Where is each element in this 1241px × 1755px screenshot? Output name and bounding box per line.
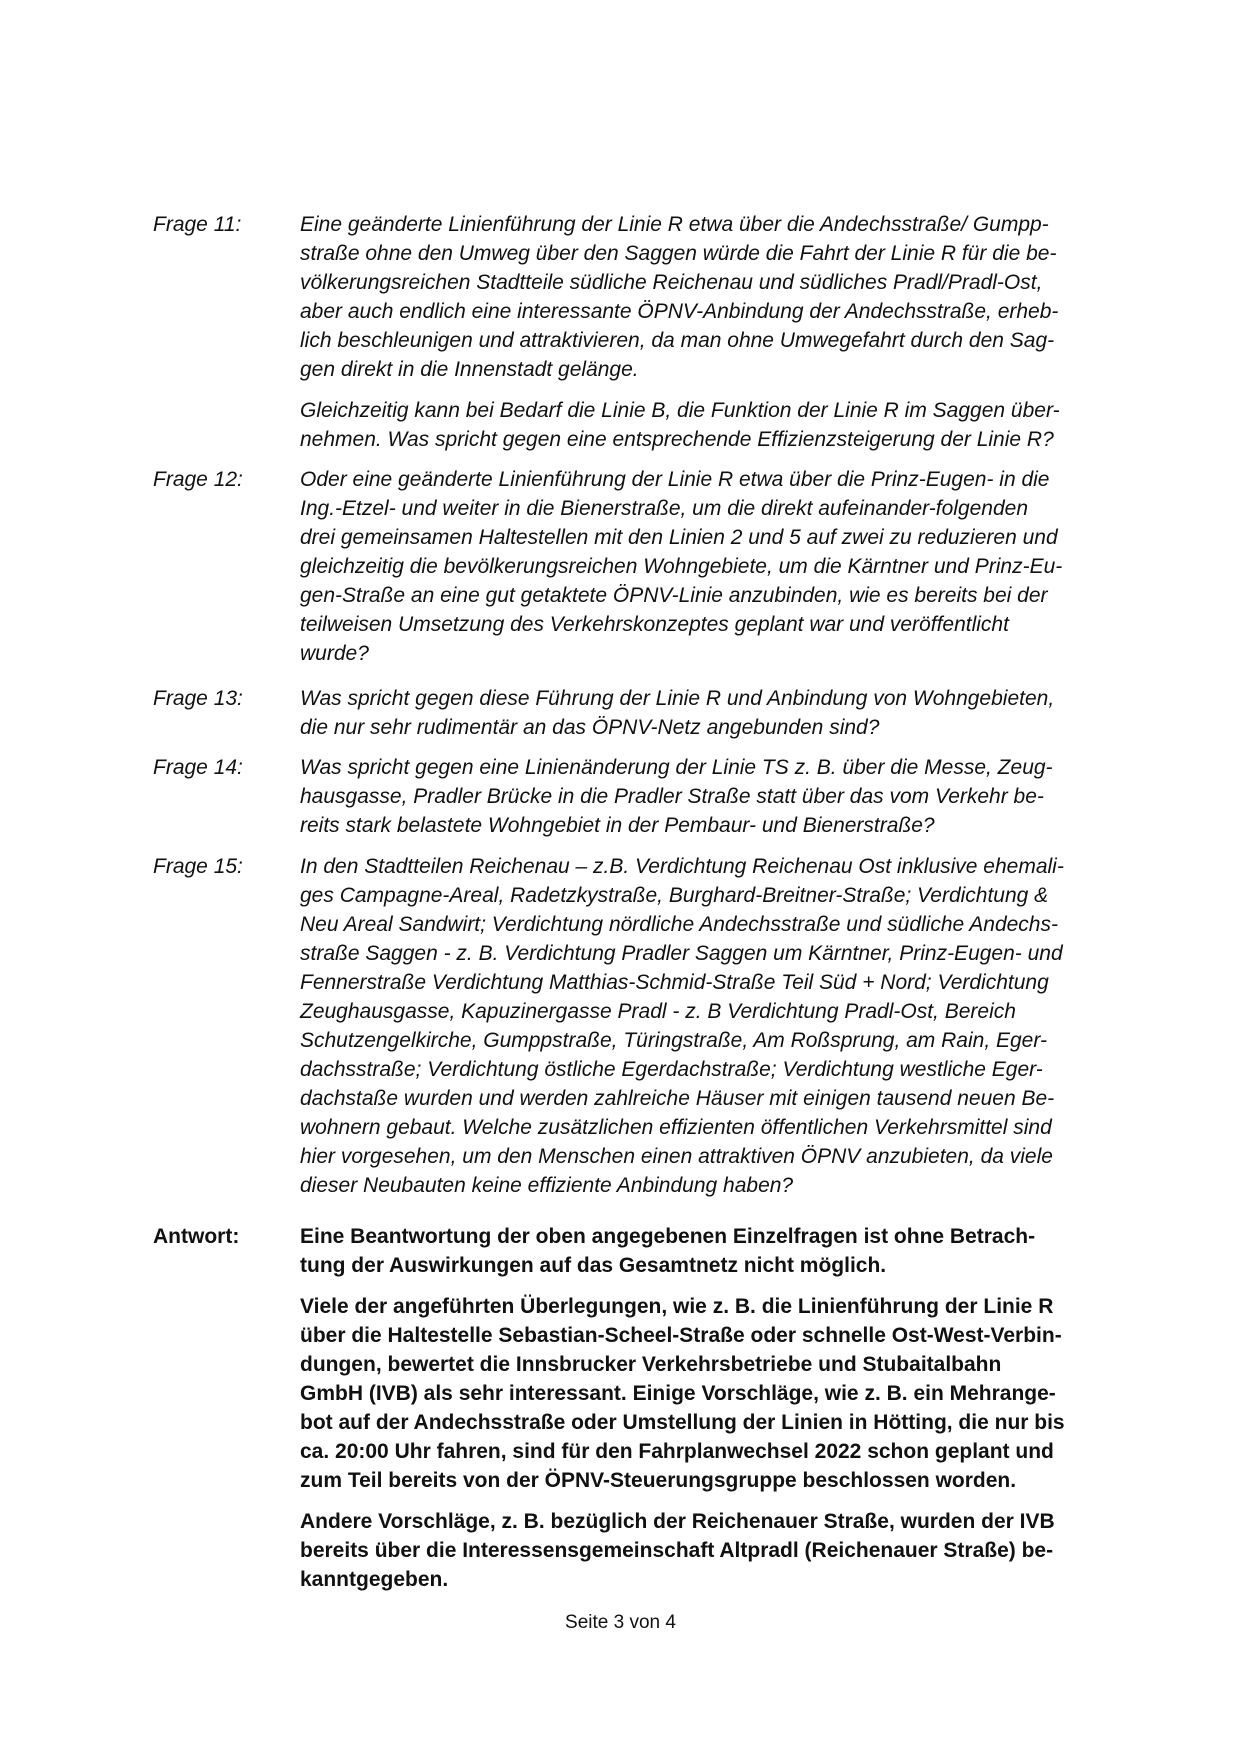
text-line: dachstaße wurden und werden zahlreiche Häuser mit einigen tausend neuen Be- xyxy=(300,1087,1055,1110)
paragraph xyxy=(300,210,1160,384)
text-line: In den Stadtteilen Reichenau – z.B. Verdichtung Reichenau Ost inklusive ehemali- xyxy=(300,855,1064,878)
question-body xyxy=(300,684,1160,754)
answer-label: Antwort: xyxy=(153,1225,240,1248)
text-line: Oder eine geänderte Linienführung der Linie R etwa über die Prinz-Eugen- in die xyxy=(300,468,1050,491)
text-line: die nur sehr rudimentär an das ÖPNV-Netz angebunden sind? xyxy=(300,716,880,739)
text-line: Gleichzeitig kann bei Bedarf die Linie B, die Funktion der Linie R im Saggen über- xyxy=(300,399,1060,422)
text-line: lich beschleunigen und attraktivieren, da man ohne Umwegefahrt durch den Sag- xyxy=(300,329,1055,352)
text-line: Neu Areal Sandwirt; Verdichtung nördliche Andechsstraße und südliche Andechs- xyxy=(300,913,1058,936)
text-line: Andere Vorschläge, z. B. bezüglich der Reichenauer Straße, wurden der IVB xyxy=(300,1510,1055,1533)
question-body xyxy=(300,465,1160,680)
text-line: straße ohne den Umweg über den Saggen würde die Fahrt der Linie R für die be- xyxy=(300,242,1057,265)
text-line: bot auf der Andechsstraße oder Umstellung der Linien in Hötting, die nur bis xyxy=(300,1411,1065,1434)
text-line: dieser Neubauten keine effiziente Anbindung haben? xyxy=(300,1174,794,1197)
text-line: ges Campagne-Areal, Radetzkystraße, Burghard-Breitner-Straße; Verdichtung & xyxy=(300,884,1049,907)
text-line: teilweisen Umsetzung des Verkehrskonzeptes geplant war und veröffentlicht xyxy=(300,613,1009,636)
text-line: Was spricht gegen diese Führung der Linie R und Anbindung von Wohngebieten, xyxy=(300,687,1055,710)
text-line: reits stark belastete Wohngebiet in der Pembaur- und Bienerstraße? xyxy=(300,814,935,837)
text-line: aber auch endlich eine interessante ÖPNV-Anbindung der Andechsstraße, erheb- xyxy=(300,300,1059,323)
text-line: völkerungsreichen Stadtteile südliche Reichenau und südliches Pradl/Pradl-Ost, xyxy=(300,271,1043,294)
question-label: Frage 13: xyxy=(153,687,243,710)
text-line: Schutzengelkirche, Gumppstraße, Türingstraße, Am Roßsprung, am Rain, Eger- xyxy=(300,1029,1047,1052)
question-label: Frage 11: xyxy=(153,213,242,236)
text-line: kanntgegeben. xyxy=(300,1568,449,1591)
text-line: nehmen. Was spricht gegen eine entsprechende Effizienzsteigerung der Linie R? xyxy=(300,428,1054,451)
text-line: über die Haltestelle Sebastian-Scheel-Straße oder schnelle Ost-West-Verbin- xyxy=(300,1324,1062,1347)
question-body xyxy=(300,753,1160,852)
text-line: bereits über die Interessensgemeinschaft Altpradl (Reichenauer Straße) be- xyxy=(300,1539,1054,1562)
text-line: Was spricht gegen eine Linienänderung der Linie TS z. B. über die Messe, Zeug- xyxy=(300,756,1053,779)
text-line: zum Teil bereits von der ÖPNV-Steuerungsgruppe beschlossen worden. xyxy=(300,1469,1017,1492)
text-line: wurde? xyxy=(300,642,369,665)
text-line: wohnern gebaut. Welche zusätzlichen effizienten öffentlichen Verkehrsmittel sind xyxy=(300,1116,1052,1139)
text-line: dachsstraße; Verdichtung östliche Egerdachstraße; Verdichtung westliche Eger- xyxy=(300,1058,1043,1081)
text-line: gen-Straße an eine gut getaktete ÖPNV-Linie anzubinden, wie es bereits bei der xyxy=(300,584,1048,607)
question-label: Frage 12: xyxy=(153,468,243,491)
text-line: ca. 20:00 Uhr fahren, sind für den Fahrplanwechsel 2022 schon geplant und xyxy=(300,1440,1054,1463)
paragraph xyxy=(300,1292,1160,1495)
text-line: gen direkt in die Innenstadt gelänge. xyxy=(300,358,639,381)
paragraph xyxy=(300,684,1160,742)
text-line: gleichzeitig die bevölkerungsreichen Wohngebiete, um die Kärntner und Prinz-Eu- xyxy=(300,555,1063,578)
answer-body xyxy=(300,1222,1160,1606)
question-label: Frage 15: xyxy=(153,855,243,878)
text-line: drei gemeinsamen Haltestellen mit den Linien 2 und 5 auf zwei zu reduzieren und xyxy=(300,526,1058,549)
paragraph xyxy=(300,1507,1160,1594)
question-body xyxy=(300,210,1160,466)
text-line: straße Saggen - z. B. Verdichtung Pradler Saggen um Kärntner, Prinz-Eugen- und xyxy=(300,942,1063,965)
paragraph xyxy=(300,1222,1160,1280)
paragraph xyxy=(300,753,1160,840)
text-line: hier vorgesehen, um den Menschen einen attraktiven ÖPNV anzubieten, da viele xyxy=(300,1145,1053,1168)
text-line: Viele der angeführten Überlegungen, wie z. B. die Linienführung der Linie R xyxy=(300,1295,1054,1318)
page-number: Seite 3 von 4 xyxy=(565,1612,676,1633)
question-label: Frage 14: xyxy=(153,756,243,779)
paragraph xyxy=(300,396,1160,454)
text-line: Eine geänderte Linienführung der Linie R etwa über die Andechsstraße/ Gumpp- xyxy=(300,213,1049,236)
text-line: Fennerstraße Verdichtung Matthias-Schmid-Straße Teil Süd + Nord; Verdichtung xyxy=(300,971,1049,994)
text-line: Eine Beantwortung der oben angegebenen Einzelfragen ist ohne Betrach- xyxy=(300,1225,1036,1248)
text-line: hausgasse, Pradler Brücke in die Pradler Straße statt über das vom Verkehr be- xyxy=(300,785,1044,808)
text-line: GmbH (IVB) als sehr interessant. Einige Vorschläge, wie z. B. ein Mehrange- xyxy=(300,1382,1056,1405)
text-line: Zeughausgasse, Kapuzinergasse Pradl - z. B Verdichtung Pradl-Ost, Bereich xyxy=(300,1000,1016,1023)
question-body xyxy=(300,852,1160,1212)
paragraph xyxy=(300,852,1160,1200)
text-line: Ing.-Etzel- und weiter in die Bienerstraße, um die direkt aufeinander-folgenden xyxy=(300,497,1029,520)
text-line: tung der Auswirkungen auf das Gesamtnetz nicht möglich. xyxy=(300,1254,887,1277)
text-line: dungen, bewertet die Innsbrucker Verkehrsbetriebe und Stubaitalbahn xyxy=(300,1353,1002,1376)
paragraph xyxy=(300,465,1160,668)
